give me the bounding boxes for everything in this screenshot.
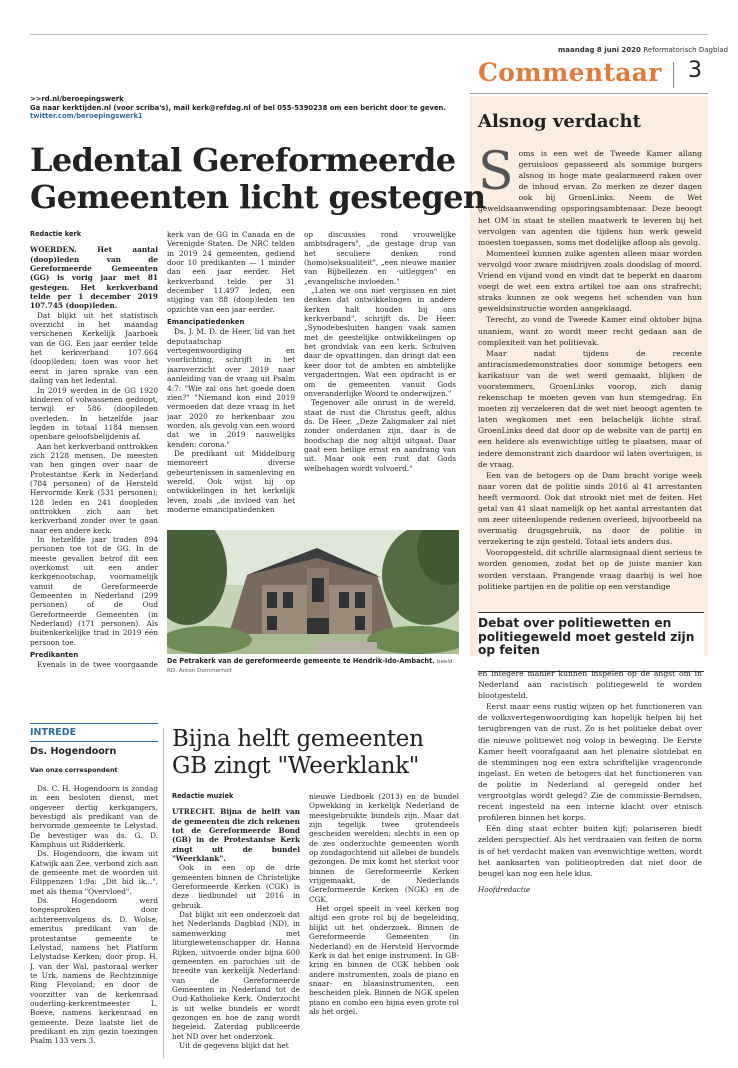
intrede-para: Ds. Hogendoorn werd toegesproken door achtereenvolgens ds. D. Wolse, emeritus predikant van de protestantse gemeente te Lelystad, namens het Platform Lelystadse Kerken; door prop. H. J. van der Wal, pastoraal werker te Urk, namens de Rechtzinnige Ring Flevoland; en door de voorzitter van de kerkenraad ouderling-kerkrentmeester L. Boeve, namens kerkenraad en gemeente. Deze laatste liet de predikant en zijn gezin toezingen Psalm 133 vers 3. [30, 896, 158, 1046]
photo-caption [167, 657, 459, 675]
commentary-first-para [478, 148, 702, 248]
debate-body [478, 668, 702, 918]
lead-paragraph: UTRECHT. Bijna de helft van de gemeenten die zich rekenen tot de Gereformeerde Bond (GB) in de Protestantse Kerk zingt uit de bundel "Weerklank". [172, 807, 300, 864]
paragraph: Het orgel speelt in veel kerken nog altijd een grote rol bij de begeleiding, blijkt uit het onderzoek. Binnen de Gereformeerde Gemeenten (in Nederland) en de Hersteld Hervormde Kerk is dat het enige instrument. In GB-kring en binnen de CGK hebben ook andere instrumenten, zoals de piano en snaar- en blaasinstrumenten, een bescheiden plek. Binnen de NGK spelen piano en combo een bijna even grote rol als het orgel. [309, 904, 459, 1016]
intrede-top-rule [30, 723, 158, 724]
section-divider [673, 62, 674, 88]
intrede-para: Ds. Hogendoorn, die kwam uit Katwijk aan Zee, verbond zich aan de gemeente met de woorden uit Filippenzen 1:9a: „Dit bid ik...", met als thema "Overvloed". [30, 849, 158, 896]
page-number: 3 [688, 58, 702, 83]
lead-paragraph: WOERDEN. Het aantal (doop)leden van de Gereformeerde Gemeenten (GG) is vorig jaar met 81 gestegen. Het kerkverband telde per 1 december 2019 107.745 (doop)leden. [30, 245, 158, 311]
article2-headline-line-2: GB zingt "Weerklank" [172, 753, 420, 779]
caption-credit: beeld RD, Anton Dommerholt [167, 659, 453, 675]
article2-byline: Redactie muziek [172, 792, 234, 800]
commentary-para: Terecht, zo vond de Tweede Kamer eind oktober bijna unaniem, want zo wordt meer recht gedaan aan de complexiteit van het politievak. [478, 315, 702, 347]
caption-text: De Petrakerk van de gereformeerde gemeente te Hendrik-Ido-Ambacht. [167, 657, 435, 665]
article2-headline [172, 726, 424, 780]
paragraph: „Laten we ons niet vergissen en niet denken dat ontwikkelingen in andere kerken halt houden bij ons kerkverband", schrijft ds. De Heer. „Synodebesluiten hangen vaak samen met de geestelijke ontwikkelingen op het grondvlak van een kerk. Schuiven daar de opvattingen, dan dringt dat een keer door tot de ambten en ambtelijke vergaderingen. Wat een opdracht is er om de gemeenten vanuit Gods onveranderlijke Woord te onderwijzen." [304, 286, 456, 398]
article1-headline [30, 142, 486, 216]
paragraph: Evenals in de twee voorgaande [37, 660, 158, 670]
paragraph: Ook in een op de drie gemeenten binnen de Christelijke Gereformeerde Kerken (CGK) is deze liedbundel uit 2016 in gebruik. [172, 863, 300, 910]
paragraph: Ds. J. M. D. de Heer, lid van het deputaatschap vertegenwoordiging en voorlichting, schrijft in het jaaroverzicht over 2019 naar aanleiding van de vraag uit Psalm 4:7: "Wie zal ons het goede doen zien?" "Niemand kon eind 2019 vermoeden dat deze vraag in het jaar 2020 zo herkenbaar zou worden, als gevolg van een woord dat we in 2019 nauwelijks kenden: corona." [167, 327, 295, 449]
intrede-byline: Van onze correspondent [30, 766, 118, 774]
headline-line-1: Ledental Gereformeerde [30, 141, 456, 179]
paragraph: nieuwe Liedboek (2013) en de bundel Opwekking in kerkelijk Nederland de meestgebruikte bundels zijn. Maar dat zijn tegelijk twee grotendeels gescheiden werelden: slechts in een op de zes onderzochte gemeenten wordt op zondagochtend uit allebei de bundels gezongen. De mix komt het sterkst voor binnen de Gereformeerde Kerken vrijgemaakt, de Nederlands Gereformeerde Kerken (NGK) en de CGK. [309, 792, 459, 904]
debate-para: en integere manier kunnen inspelen op de angst om in Nederland aan racistisch politiegeweld te worden blootgesteld. [478, 669, 702, 701]
contact-block [30, 95, 460, 121]
twitter-link[interactable]: twitter.com/beroepingswerk1 [30, 112, 143, 121]
article1-column-3 [304, 230, 456, 530]
paragraph: Dat blijkt uit een onderzoek dat het Nederlands Dagblad (ND), in samenwerking met liturgiewetenschapper dr. Hanna Rijken, uitvoerde onder bijna 600 gemeenten en parochies uit de breedte van kerkelijk Nederland: van de Gereformeerde Gemeenten in Nederland tot de Oud-Katholieke Kerk. Onderzocht is uit welke bundels er wordt gezongen en hoe de zang wordt begeleid. Zaterdag publiceerde het ND over het onderzoek. [172, 910, 300, 1041]
paragraph: op discussies rond vrouwelijke ambtsdragers", „de gestage drup van het seculiere denken rond (homo)seksualiteit", „een nieuwe manier van Bijbellezen en -uitleggen" en „evangelische invloeden." [304, 230, 456, 286]
subheading: Predikanten [30, 651, 79, 660]
debate-headline: Debat over politiewetten en politiegeweld moet gesteld zijn op feiten [478, 616, 695, 657]
paragraph: De predikant uit Middelburg memoreert diverse gebeurtenissen in samenleving en wereld. Ook wijst hij op ontwikkelingen in het kerkelijk leven, zoals „de invloed van het moderne emancipatiedenken [167, 448, 295, 514]
paragraph: Uit de gegevens blijkt dat het [179, 1040, 289, 1050]
church-building-illustration [167, 530, 459, 654]
column-divider [163, 728, 164, 1058]
subheading: Emancipatiedenken [167, 318, 245, 327]
section-label: Commentaar [478, 58, 662, 87]
commentary-para: Een van de betogers op de Dam bracht vorige week naar voren dat de politie sinds 2016 al 41 arrestanten heeft vermoord. Ook dat strookt niet met de feiten. Het getal van 41 slaat namelijk op het aantal arrestanten dat om zeer uiteenlopende redenen overleed, bijvoorbeeld na overmatig drugsgebruik, na door de politie in verzekering te zijn gesteld. Totaal iets anders dus. [478, 470, 702, 547]
article1-byline: Redactie kerk [30, 230, 82, 238]
church-photo [167, 530, 459, 654]
paragraph: In 2019 werden in de GG 1920 kinderen of volwassenen gedoopt, terwijl er 586 (doop)leden overleden. In hetzelfde jaar legden in totaal 1184 mensen openbare geloofsbelijdenis af. [30, 385, 158, 442]
paragraph: In hetzelfde jaar traden 894 personen toe tot de GG. In de meeste gevallen betrof dit een overkomst uit een ander kerkgenootschap, voornamelijk vanuit de Gereformeerde Gemeenten in Nederland (299 personen) of de Oud Gereformeerde Gemeenten (in Nederland) (171 personen). Als buitenkerkelijke trad in 2019 één persoon toe. [30, 535, 158, 647]
headline-line-2: Gemeenten licht gestegen [30, 178, 486, 216]
date-label: maandag 8 juni 2020 [558, 46, 641, 54]
article1-column-2 [167, 230, 295, 530]
paper-name: Reformatorisch Dagblad [643, 46, 729, 54]
commentary-para: Momenteel kunnen zulke agenten alleen maar worden vervolgd voor zware misdrijven zoals doodslag of moord. Vriend en vijand vond en vindt dat te beperkt en daarom voegt de wet een extra artikel toe aan ons strafrecht; straks kunnen ze ook wegens het schenden van hun geweldsinstructie worden aangeklaagd. [478, 248, 702, 314]
article2-column-1 [172, 792, 300, 1060]
header-top-rule [30, 34, 708, 35]
article1-column-1 [30, 230, 158, 670]
section-rule [470, 93, 708, 94]
contact-instructions: Ga naar kerktijden.nl (voor scriba's), mail kerk@refdag.nl of bel 055-5390238 om een bericht door te geven. [30, 103, 446, 112]
commentary-para: Maar nadat tijdens de recente antiracismedemonstraties door sommige betogers een karikatuur van de wet werd gemaakt, blijken de voorstemmers, GroenLinks voorop, zich danig rekenschap te moeten geven van hun stemgedrag. En moeten zij verzekeren dat de wet niet beoogt agenten te laten wegkomen met een belachelijk lichte straf. GroenLinks deed dat door op de website van de partij en een heldere als evenwichtige uitleg te plaatsen, maar of iedere demonstrant zich daardoor wil laten overtuigen, is de vraag. [478, 348, 702, 469]
signature: Hoofdredactie [478, 884, 531, 894]
debate-para: Eerst maar eens rustig wijzen op het functioneren van de volksvertegenwoordiging kan hopelijk helpen bij het terugbrengen van de rust. Zo is het politieke debat over die nieuwe politiewet nog volop in beweging. De Eerste Kamer heeft voorafgaand aan het plenaire slotdebat en de stemmingen nog een extra schriftelijke vragenronde ingelast. En weten de betogers dat het functioneren van de politie in Nederland al geregeld onder het vergrootglas wordt gelegd? Zie de commissie-Berndsen, recent ingesteld na een interne klacht over etnisch profileren binnen het korps. [478, 702, 702, 823]
first-para-text: oms is een wet de Tweede Kamer allang geruisloos gepasseerd als sommige burgers alsnog in hoge mate gealarmeerd raken over de inhoud ervan. Zo merken ze dezer dagen ook bij GroenLinks. Neem de Wet geweldsaanwending opsporingsambtenaar. Deze beoogt het OM in staat te stellen maatwerk te leveren bij het vervolgen van agenten die tijdens hun werk geweld moesten toepassen, soms met dodelijke afloop als gevolg. [478, 149, 702, 247]
intrede-label-rule [30, 741, 158, 742]
commentary-body [478, 148, 702, 648]
intrede-para: Ds. C. H. Hogendoorn is zondag in een besloten dienst, met ongeveer dertig kerkgangers, bevestigd als predikant van de hervormde gemeente te Lelystad. De bevestiger was ds. G. D. Kamphuis uit Ridderkerk. [30, 784, 158, 850]
commentary-para: Vooropgesteld, dit schrille alarmsignaal dient serieus te worden genomen, zodat het op de juiste manier kan worden verstaan. Prangende vraag daarbij is wel hoe politieke partijen en de politie op een verstandige [478, 548, 702, 591]
article2-headline-line-1: Bijna helft gemeenten [172, 726, 424, 752]
paragraph: Aan het kerkverband onttrokken zich 2128 mensen. De meesten van hen gingen over naar de Protestantse Kerk in Nederland (784 personen) of de Hersteld Hervormde Kerk (531 personen); 128 leden en 241 doopleden onttrokken zich aan het kerkverband zonder over te gaan naar een andere kerk. [30, 441, 158, 535]
intrede-title: Ds. Hogendoorn [30, 746, 117, 757]
paragraph: Tegenover alle onrust in de wereld, staat de rust die Christus geeft, aldus ds. De Heer. „Deze Zaligmaker zal niet zonder onderdanen zijn, daar is de boodschap die nog altijd uitgaat. Daar gaat een heilige ernst en aandrang van uit. Maar ook een rust dat Gods welbehagen wordt volvoerd." [304, 398, 456, 473]
commentary-title: Alsnog verdacht [478, 111, 641, 132]
paragraph: kerk van de GG in Canada en de Verenigde Staten. De NRC telden in 2019 24 gemeenten, gediend door 10 predikanten — 1 minder dan een jaar eerder. Het kerkverband telde per 31 december 11.497 leden, een stijging van 88 (doop)leden ten opzichte van een jaar eerder. [167, 230, 295, 314]
paragraph: Dat blijkt uit het statistisch overzicht in het maandag verschenen Kerkelijk Jaarboek van de GG. Een jaar eerder telde het kerkverband 107.664 (doop)leden; toen was voor het eerst in jaren sprake van een daling van het ledental. [30, 310, 158, 386]
debate-box [478, 612, 704, 672]
debate-para: Eén ding staat echter buiten kijf: polariseren biedt zelden perspectief. Als het verdraaien van feiten de norm is of het verdacht maken van evenwichtige wetten, wordt het aankaarten van politieoptreden dat niet door de beugel kan nog een hele klus. [478, 824, 702, 878]
intrede-label: INTREDE [30, 727, 77, 738]
contact-link[interactable]: >>rd.nl/beroepingswerk [30, 95, 124, 103]
drop-cap: S [478, 148, 514, 202]
article2-column-2 [309, 792, 459, 1060]
edition-date [558, 46, 728, 54]
intrede-body [30, 784, 158, 1059]
